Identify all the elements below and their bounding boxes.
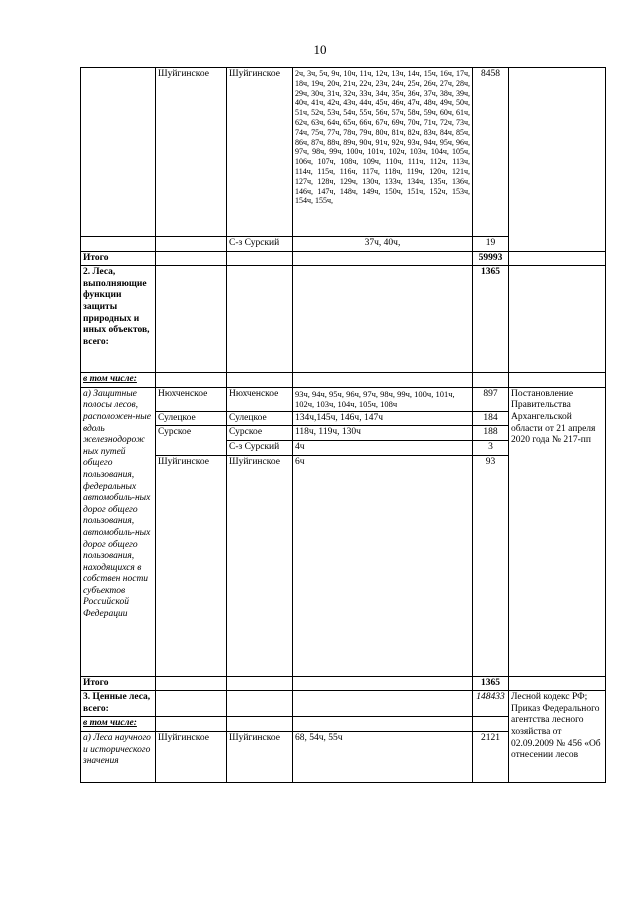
empty-cell [156, 691, 227, 717]
empty-cell [509, 373, 606, 388]
area-cell: 897 [473, 387, 509, 411]
empty-cell [227, 251, 293, 266]
uchastkovoe-cell: Сулецкое [227, 411, 293, 426]
empty-cell [227, 676, 293, 691]
quarters-cell: 2ч, 3ч, 5ч, 9ч, 10ч, 11ч, 12ч, 13ч, 14ч, 15ч, 16ч, 17ч, 18ч, 19ч, 20ч, 21ч, 22ч, 23ч, 24ч, 25ч, 26ч, 27ч, 28ч, 29ч, 30ч, 31ч, 32ч, 33ч, 34ч, 35ч, 36ч, 37ч, 38ч, 39ч, 40ч, 41ч, 42ч, 43ч, 44ч, 45ч, 46ч, 47ч, 48ч, 49ч, 50ч, 51ч, 52ч, 53ч, 54ч, 55ч, 56ч, 57ч, 58ч, 59ч, 60ч, 61ч, 62ч, 63ч, 64ч, 65ч, 66ч, 67ч, 69ч, 70ч, 71ч, 72ч, 73ч, 74ч, 75ч, 77ч, 78ч, 79ч, 80ч, 81ч, 82ч, 83ч, 84ч, 85ч, 86ч, 87ч, 88ч, 89ч, 90ч, 91ч, 92ч, 93ч, 94ч, 95ч, 96ч, 97ч, 98ч, 99ч, 100ч, 101ч, 102ч, 103ч, 104ч, 105ч, 106ч, 107ч, 108ч, 109ч, 110ч, 111ч, 112ч, 113ч, 114ч, 115ч, 116ч, 117ч, 118ч, 119ч, 120ч, 121ч, 127ч, 128ч, 129ч, 130ч, 133ч, 134ч, 135ч, 136ч, 146ч, 147ч, 148ч, 149ч, 150ч, 151ч, 152ч, 153ч, 154ч, 155ч, [293, 68, 473, 237]
category-2-area: 1365 [473, 266, 509, 373]
uchastkovoe-cell: С-з Сурский [227, 237, 293, 252]
empty-cell [156, 373, 227, 388]
category-2-label: 2. Леса, выполняющие функции защиты природных и иных объектов, всего: [81, 266, 156, 373]
table-row [81, 676, 606, 691]
empty-cell [156, 251, 227, 266]
quarters-cell: 134ч,145ч, 146ч, 147ч [293, 411, 473, 426]
category-cell [81, 68, 156, 237]
empty-cell [473, 373, 509, 388]
forest-table [80, 67, 606, 783]
empty-cell [509, 266, 606, 373]
quarters-cell: 118ч, 119ч, 130ч [293, 426, 473, 441]
basis-cell: Постановление Правительства Архангельской области от 21 апреля 2020 года № 217-пп [509, 387, 606, 676]
basis-cell: Лесной кодекс РФ; Приказ Федерального агентства лесного хозяйства от 02.09.2009 № 456 «Об отнесении лесов [509, 691, 606, 783]
category-3-label: 3. Ценные леса, всего: [81, 691, 156, 717]
empty-cell [293, 691, 473, 717]
category-3a-label: а) Леса научного и исторического значения [81, 731, 156, 782]
lesnichestvo-cell: Шуйгинское [156, 455, 227, 676]
quarters-cell: 93ч, 94ч, 95ч, 96ч, 97ч, 98ч, 99ч, 100ч, 101ч, 102ч, 103ч, 104ч, 105ч, 108ч [293, 387, 473, 411]
empty-cell [473, 717, 509, 732]
quarters-cell: 4ч [293, 440, 473, 455]
uchastkovoe-cell: Сурское [227, 426, 293, 441]
empty-cell [293, 676, 473, 691]
total-label: Итого [81, 251, 156, 266]
empty-cell [293, 251, 473, 266]
quarters-cell: 37ч, 40ч, [293, 237, 473, 252]
table-row [81, 387, 606, 411]
empty-cell [227, 373, 293, 388]
empty-cell [293, 373, 473, 388]
lesnichestvo-cell [156, 440, 227, 455]
basis-cell [509, 68, 606, 252]
uchastkovoe-cell: Нюхченское [227, 387, 293, 411]
empty-cell [227, 266, 293, 373]
empty-cell [227, 691, 293, 717]
lesnichestvo-cell: Шуйгинское [156, 731, 227, 782]
total-area: 59993 [473, 251, 509, 266]
lesnichestvo-cell: Шуйгинское [156, 68, 227, 237]
total-label: Итого [81, 676, 156, 691]
table-row [81, 266, 606, 373]
empty-cell [509, 676, 606, 691]
table-row [81, 251, 606, 266]
area-cell: 2121 [473, 731, 509, 782]
empty-cell [227, 717, 293, 732]
empty-cell [156, 717, 227, 732]
empty-cell [293, 717, 473, 732]
empty-cell [293, 266, 473, 373]
empty-cell [509, 251, 606, 266]
area-cell: 3 [473, 440, 509, 455]
area-cell: 93 [473, 455, 509, 676]
lesnichestvo-cell: Сулецкое [156, 411, 227, 426]
page-number: 10 [313, 42, 327, 57]
area-cell: 188 [473, 426, 509, 441]
category-3-area: 148433 [473, 691, 509, 717]
table-row [81, 68, 606, 237]
area-cell: 19 [473, 237, 509, 252]
uchastkovoe-cell: Шуйгинское [227, 455, 293, 676]
total-area: 1365 [473, 676, 509, 691]
subcategory-header: в том числе: [81, 717, 156, 732]
lesnichestvo-cell: Сурское [156, 426, 227, 441]
area-cell: 184 [473, 411, 509, 426]
uchastkovoe-cell: С-з Сурский [227, 440, 293, 455]
quarters-cell: 68, 54ч, 55ч [293, 731, 473, 782]
table-row [81, 373, 606, 388]
lesnichestvo-cell [156, 237, 227, 252]
subcategory-header: в том числе: [81, 373, 156, 388]
table-row [81, 691, 606, 717]
empty-cell [156, 266, 227, 373]
uchastkovoe-cell: Шуйгинское [227, 731, 293, 782]
uchastkovoe-cell: Шуйгинское [227, 68, 293, 237]
category-2a-label: а) Защитные полосы лесов, расположен-ные вдоль железнодорож ных путей общего пользования, федеральных автомобиль-ных дорог общего пользования, автомобиль-ных дорог общего пользования, находящихся в собствен ности субъектов Российской Федерации [81, 387, 156, 676]
empty-cell [156, 676, 227, 691]
area-cell: 8458 [473, 68, 509, 237]
quarters-cell: 6ч [293, 455, 473, 676]
lesnichestvo-cell: Нюхченское [156, 387, 227, 411]
category-cell [81, 237, 156, 252]
